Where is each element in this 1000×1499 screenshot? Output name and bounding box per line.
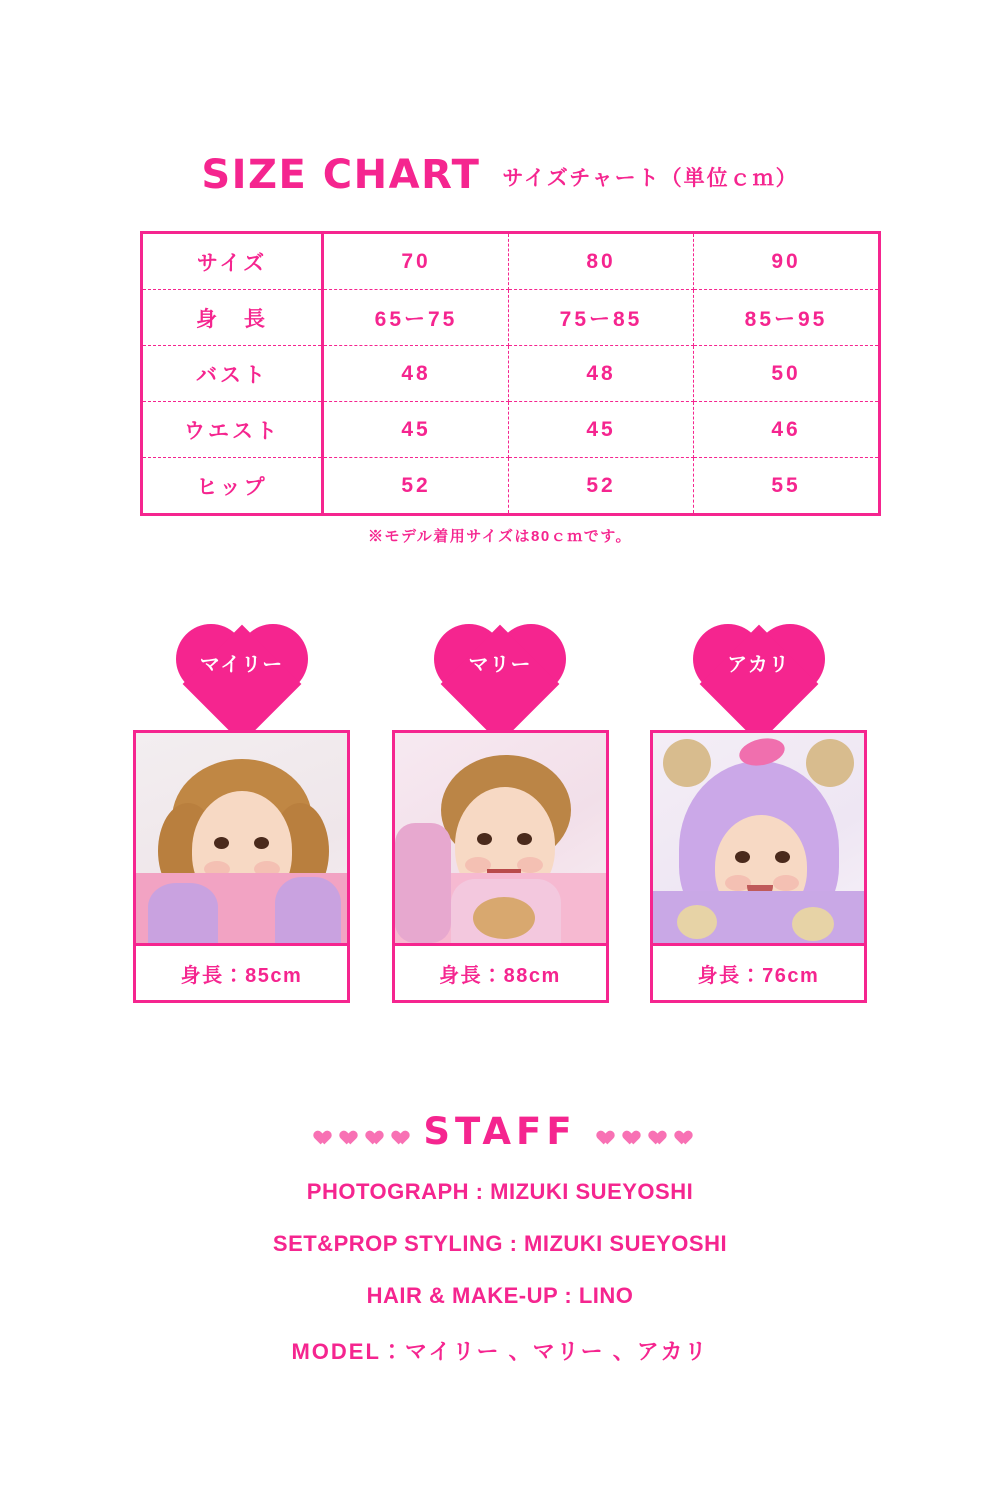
cell-value: 70	[323, 233, 509, 290]
model-photo	[395, 733, 606, 943]
row-label: サイズ	[142, 233, 323, 290]
table-row	[142, 290, 880, 346]
cell-value: 55	[771, 473, 801, 497]
staff-credit-model: MODEL：マイリー 、マリー 、アカリ	[291, 1339, 709, 1364]
list-item	[650, 618, 867, 1003]
mini-heart-icon	[673, 1125, 688, 1139]
cell-value: 50	[694, 346, 880, 402]
model-photo	[136, 733, 347, 943]
model-photo-frame	[392, 730, 609, 1003]
size-chart-table	[140, 231, 881, 516]
model-name: マリー	[468, 654, 532, 676]
model-height: 身長：76cm	[653, 943, 864, 1000]
cell-value: 80	[509, 233, 694, 290]
mini-heart-icon	[338, 1125, 353, 1139]
list-item	[392, 618, 609, 1003]
model-height: 身長：85cm	[136, 943, 347, 1000]
row-label: ウエスト	[142, 402, 323, 458]
model-list	[133, 618, 867, 1003]
row-label: ヒップ	[142, 458, 323, 515]
mini-heart-icon	[390, 1125, 405, 1139]
cell-value: 48	[323, 346, 509, 402]
heart-icon	[434, 618, 566, 722]
heart-icon	[176, 618, 308, 722]
model-photo	[653, 733, 864, 943]
table-row	[142, 458, 880, 515]
model-name-badge	[650, 618, 867, 730]
table-row	[142, 233, 880, 290]
size-chart-note: ※モデル着用サイズは80ｃｍです。	[367, 528, 633, 545]
model-name: マイリー	[199, 654, 284, 676]
mini-heart-icon	[595, 1125, 610, 1139]
mini-heart-icon	[364, 1125, 379, 1139]
staff-section	[0, 1110, 1000, 1366]
model-photo-frame	[133, 730, 350, 1003]
model-height: 身長：88cm	[395, 943, 606, 1000]
row-label: バスト	[142, 346, 323, 402]
list-item	[133, 618, 350, 1003]
cell-value: 52	[323, 458, 509, 515]
model-name-badge	[133, 618, 350, 730]
staff-title: STAFF	[423, 1110, 577, 1153]
cell-value: 52	[509, 458, 694, 515]
model-name: アカリ	[727, 654, 790, 676]
mini-heart-icon	[647, 1125, 662, 1139]
cell-value: 45	[509, 402, 694, 458]
cell-value: 48	[509, 346, 694, 402]
cell-value: 90	[694, 233, 880, 290]
mini-heart-icon	[312, 1125, 327, 1139]
cell-value: 65ー75	[323, 290, 509, 346]
table-row	[142, 402, 880, 458]
cell-value: 75ー85	[509, 290, 694, 346]
heart-decoration-right	[595, 1125, 688, 1139]
staff-credit-hair-makeup: HAIR & MAKE-UP : LINO	[366, 1283, 634, 1308]
row-label: 身 長	[142, 290, 323, 346]
cell-value: 46	[694, 402, 880, 458]
model-photo-frame	[650, 730, 867, 1003]
mini-heart-icon	[621, 1125, 636, 1139]
cell-value: 45	[323, 402, 509, 458]
staff-title-row	[0, 1110, 1000, 1153]
table-row	[142, 346, 880, 402]
cell-value: 85ー95	[694, 290, 880, 346]
page-header	[0, 152, 1000, 198]
heart-icon	[693, 618, 825, 722]
staff-credit-photograph: PHOTOGRAPH : MIZUKI SUEYOSHI	[306, 1179, 694, 1204]
heart-decoration-left	[312, 1125, 405, 1139]
staff-credit-styling: SET&PROP STYLING : MIZUKI SUEYOSHI	[272, 1231, 728, 1256]
page-title-jp: サイズチャート（単位ｃｍ）	[502, 167, 799, 190]
page-title-en: SIZE CHART	[201, 152, 481, 198]
model-name-badge	[392, 618, 609, 730]
